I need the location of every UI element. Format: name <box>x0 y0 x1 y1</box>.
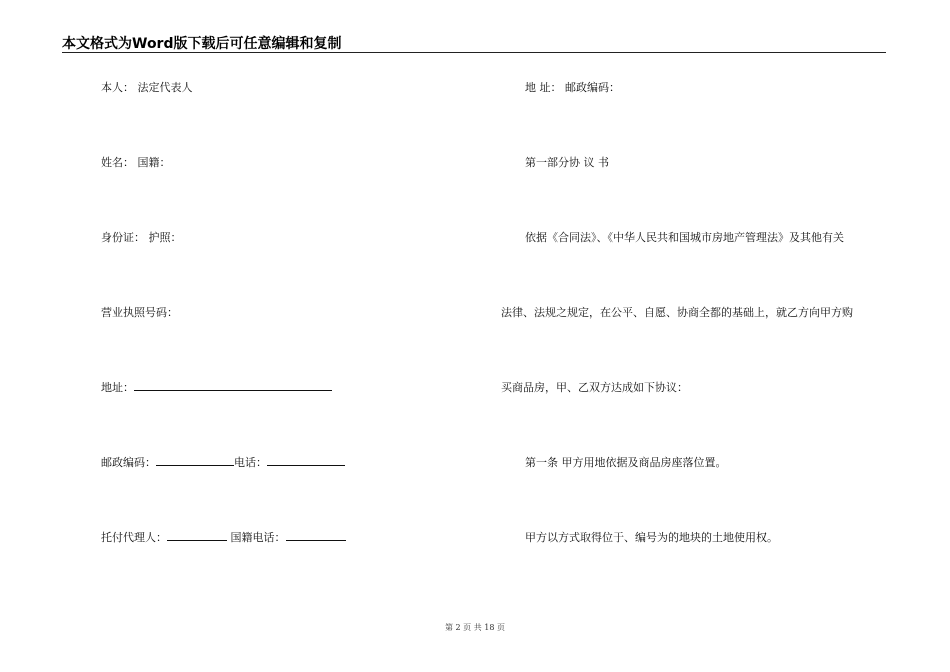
phone-label: 电话： <box>234 456 267 469</box>
phone-blank <box>267 455 345 466</box>
postal-phone-line <box>101 454 345 470</box>
address-blank <box>134 380 332 391</box>
document-header-title: 本文格式为Word版下载后可任意编辑和复制 <box>62 36 342 52</box>
address-line <box>101 379 332 395</box>
name-nationality-line: 姓名： 国籍： <box>101 156 171 169</box>
agreement-paragraph-line-2: 法律、法规之规定，在公平、自愿、协商全都的基础上，就乙方向甲方购 <box>501 306 853 319</box>
agreement-paragraph-line-3: 买商品房，甲、乙双方达成如下协议： <box>501 381 688 394</box>
address-label: 地址： <box>101 381 134 394</box>
page-number: 第 2 页 共 18 页 <box>445 623 505 632</box>
article-one-heading: 第一条 甲方用地依据及商品房座落位置。 <box>525 456 727 469</box>
agent-blank <box>167 530 227 541</box>
business-license-line: 营业执照号码： <box>101 306 178 319</box>
agent-label: 托付代理人： <box>101 531 167 544</box>
land-use-right-line: 甲方以方式取得位于、编号为的地块的土地使用权。 <box>525 531 778 544</box>
agent-nationality-phone-label: 国籍电话： <box>230 531 286 544</box>
agreement-paragraph-line-1: 依据《合同法》、《中华人民共和国城市房地产管理法》及其他有关 <box>525 231 844 244</box>
postal-code-blank <box>156 455 234 466</box>
postal-code-label: 邮政编码： <box>101 456 156 469</box>
part-one-heading: 第一部分协 议 书 <box>525 156 609 169</box>
id-passport-line: 身份证： 护照： <box>101 231 182 244</box>
header-divider <box>62 52 886 53</box>
agent-phone-blank <box>286 530 346 541</box>
principal-line: 本人： 法定代表人 <box>101 81 193 94</box>
right-address-postal-line: 地 址： 邮政编码： <box>525 81 620 94</box>
agent-line <box>101 529 346 545</box>
